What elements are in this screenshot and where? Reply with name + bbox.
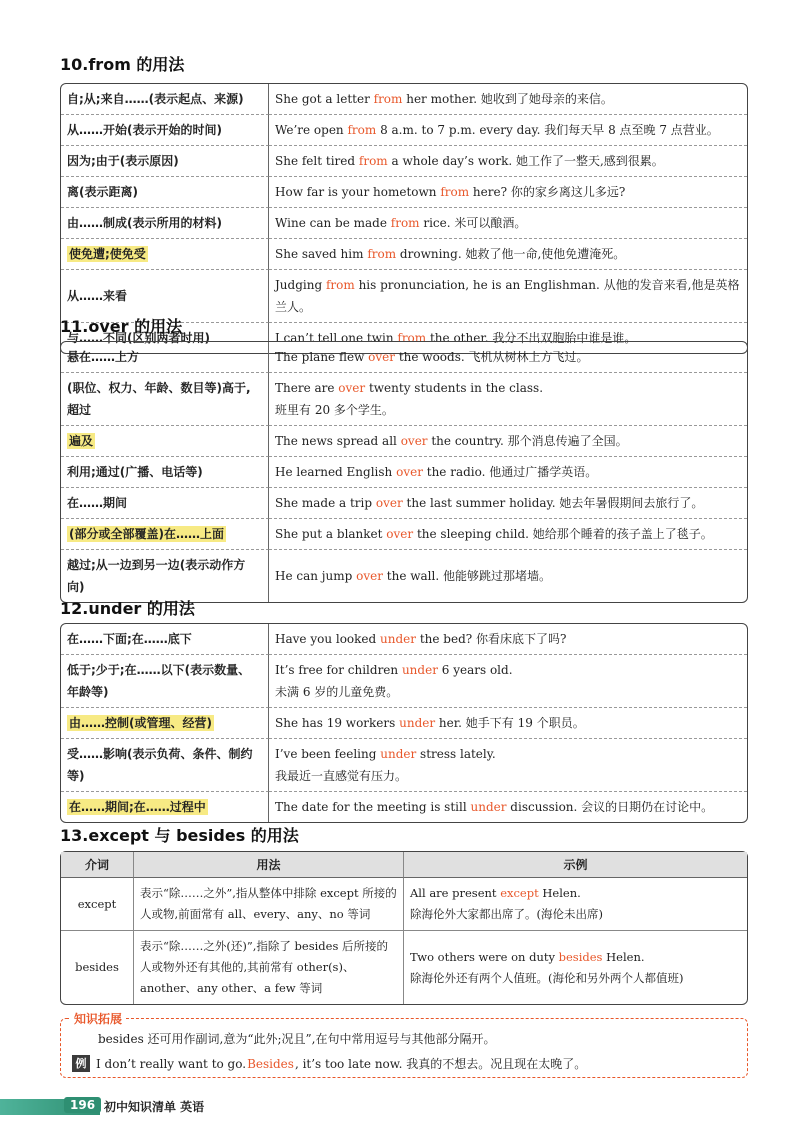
usage-cell [61,791,269,822]
keyword: from [397,331,427,345]
keyword: under [401,663,438,677]
section-title-under: 12.under 的用法 [60,599,195,618]
usage-label: 低于;少于;在……以下(表示数量、年龄等) [67,663,251,699]
usage-cell [61,372,269,425]
usage-label: 受……影响(表示负荷、条件、制约等) [67,747,253,783]
example-text: She felt tired [275,154,359,168]
usage-label: 自;从;来自……(表示起点、来源) [67,92,244,106]
keyword: from [325,278,355,292]
section-title-from: 10.from 的用法 [60,55,185,74]
example-text: He learned English [275,465,397,479]
footer-title: 初中知识清单 英语 [104,1100,205,1114]
example-cell [269,207,747,238]
table-row [61,707,747,738]
example-text: The plane flew [275,350,369,364]
usage-cell [61,707,269,738]
table-row [61,487,747,518]
example-text: She saved him [275,247,368,261]
except-besides-table [60,851,748,1005]
example-text: She made a trip [275,496,376,510]
usage-cell [61,176,269,207]
table-header-row [61,852,747,878]
translation-text: 除海伦外还有两个人值班。(海伦和另外两个人都值班) [410,970,684,985]
keyword: over [396,465,423,479]
usage-label: 由……控制(或管理、经营) [69,716,212,730]
usage-cell [61,238,269,269]
usage-cell [61,84,269,114]
keyword: except [500,886,539,900]
usage-cell [61,342,269,372]
usage-label: (职位、权力、年龄、数目等)高于,超过 [67,381,251,417]
example-text: stress lately. [416,747,496,761]
example-cell [269,176,747,207]
under-usage-table [60,623,748,823]
example-text: her. 她手下有 19 个职员。 [435,716,585,730]
usage-label: 悬在……上方 [67,350,140,364]
preposition-cell: except [77,896,117,911]
usage-cell [61,456,269,487]
usage-label: 在……期间;在……过程中 [69,800,206,814]
keyword: from [373,92,403,106]
example-text: the wall. 他能够跳过那堵墙。 [382,569,551,583]
table-row [61,791,747,822]
example-text: Have you looked [275,632,381,646]
example-cell [269,114,747,145]
example-text: the sleeping child. 她给那个睡着的孩子盖上了毯子。 [413,527,713,541]
example-text: How far is your hometown [275,185,441,199]
translation-text: 我最近一直感觉有压力。 [275,769,408,783]
usage-cell [61,738,269,791]
keyword: from [347,123,377,137]
keyword: over [338,381,366,395]
usage-cell [61,624,269,654]
example-cell [269,654,747,707]
example-badge: 例 [72,1055,90,1072]
page-number: 196 [64,1097,101,1113]
header-cell: 用法 [133,852,403,878]
translation-text: 班里有 20 多个学生。 [275,403,394,417]
example-cell [269,549,747,602]
example-text: She put a blanket [275,527,387,541]
table-row [61,84,747,114]
example-cell [269,425,747,456]
example-text: the country. 那个消息传遍了全国。 [427,434,628,448]
usage-label: 离(表示距离) [67,185,138,199]
example-text: Wine can be made [275,216,391,230]
usage-label: 遍及 [69,434,94,448]
example-cell [269,518,747,549]
usage-cell: 表示“除……之外”,指从整体中排除 except 所接的人或物,前面常有 all、every、any、no 等词 [133,878,403,930]
example-cell [269,269,747,322]
example-text: the bed? 你看床底下了吗? [416,632,567,646]
usage-cell [61,487,269,518]
usage-label: 由……制成(表示所用的材料) [67,216,222,230]
keyword: over [375,496,403,510]
example-text: We’re open [275,123,348,137]
example-cell [403,878,747,930]
example-text: rice. 米可以酿酒。 [419,216,527,230]
example-text: the radio. 他通过广播学英语。 [422,465,598,479]
example-text: Helen. [538,886,581,900]
table-row [61,207,747,238]
table-row [61,549,747,602]
example-text: I don’t really want to go. [96,1056,247,1071]
usage-label: 与……不同(区别两者时用) [67,331,210,345]
example-cell [269,84,747,114]
section-title-over: 11.over 的用法 [60,317,183,336]
example-text: her mother. 她收到了她母亲的来信。 [402,92,613,106]
example-cell [269,624,747,654]
table-row [61,342,747,372]
usage-label: 越过;从一边到另一边(表示动作方向) [67,558,246,594]
usage-cell [61,207,269,238]
example-text: his pronunciation, he is an Englishman. 从他的发音来看,他是英格兰人。 [275,278,740,314]
table-row [61,238,747,269]
keyword: under [399,716,436,730]
usage-label: (部分或全部覆盖)在……上面 [69,527,224,541]
table-row [61,878,747,930]
example-text: the last summer holiday. 她去年暑假期间去旅行了。 [402,496,704,510]
knowledge-tag-text: 知识拓展 [74,1012,123,1026]
usage-label: 从……来看 [67,289,128,303]
usage-label: 从……开始(表示开始的时间) [67,123,222,137]
header-cell: 介词 [61,852,133,878]
translation-text: 未满 6 岁的儿童免费。 [275,685,399,699]
table-row [61,372,747,425]
keyword: from [358,154,388,168]
example-text: The date for the meeting is still [275,800,471,814]
example-text: Two others were on duty [410,949,559,964]
usage-label: 使免遭;使免受 [69,247,146,261]
example-cell [269,707,747,738]
example-text: Judging [275,278,326,292]
usage-label: 利用;通过(广播、电话等) [67,465,203,479]
usage-cell [61,654,269,707]
keyword: besides [558,949,603,964]
usage-label: 因为;由于(表示原因) [67,154,179,168]
example-text: , it’s too late now. 我真的不想去。况且现在太晚了。 [294,1057,587,1071]
keyword: from [440,185,470,199]
example-text: There are [275,381,339,395]
example-cell [269,372,747,425]
keyword: over [386,527,414,541]
example-cell [269,238,747,269]
example-text: discussion. 会议的日期仍在讨论中。 [506,800,714,814]
keyword: over [356,569,383,583]
example-text: 8 a.m. to 7 p.m. every day. 我们每天早 8 点至晚 7 点营业。 [376,123,719,137]
keyword: Besides [247,1056,294,1071]
example-text: a whole day’s work. 她工作了一整天,感到很累。 [387,154,664,168]
keyword: under [380,632,417,646]
example-text: All are present [410,886,501,900]
table-row [61,114,747,145]
preposition-cell: besides [61,930,133,1004]
example-cell [269,791,747,822]
over-usage-table [60,341,748,603]
example-text: the other. 我分不出双胞胎中谁是谁。 [426,331,637,345]
example-text: I’ve been feeling [275,747,381,761]
example-text: the woods. 飞机从树林上方飞过。 [395,350,589,364]
example-cell [269,342,747,372]
example-text: I can’t tell one twin [275,331,398,345]
example-text: here? 你的家乡离这儿多远? [469,185,626,199]
example-cell [403,930,747,1004]
keyword: under [380,747,417,761]
usage-cell [61,145,269,176]
table-row [61,425,747,456]
usage-cell: 表示“除……之外(还)”,指除了 besides 后所接的人或物外还有其他的,其前常有 other(s)、another、any other、a few 等词 [133,930,403,1004]
table-row [61,176,747,207]
usage-label: 在……期间 [67,496,128,510]
knowledge-tag [70,1010,126,1027]
usage-cell [61,114,269,145]
keyword: from [367,247,397,261]
example-text: drowning. 她救了他一命,使他免遭淹死。 [396,247,626,261]
table-row [61,930,747,1004]
example-text: He can jump [275,569,357,583]
table-row [61,624,747,654]
usage-cell [61,425,269,456]
table-row [61,654,747,707]
keyword: under [470,800,507,814]
keyword: over [400,434,428,448]
knowledge-example [72,1055,586,1072]
example-cell [269,487,747,518]
example-text: She got a letter [275,92,374,106]
knowledge-note: besides 还可用作副词,意为“此外;况且”,在句中常用逗号与其他部分隔开。 [98,1032,496,1046]
usage-label: 在……下面;在……底下 [67,632,192,646]
example-cell [269,738,747,791]
usage-cell [61,549,269,602]
table-row [61,145,747,176]
example-text: 6 years old. [437,663,513,677]
example-text: The news spread all [275,434,401,448]
header-cell: 示例 [403,852,747,878]
keyword: from [390,216,420,230]
example-cell [269,456,747,487]
table-row [61,518,747,549]
example-text: She has 19 workers [275,716,400,730]
example-cell [269,145,747,176]
table-row [61,738,747,791]
translation-text: 除海伦外大家都出席了。(海伦未出席) [410,907,603,921]
usage-cell [61,518,269,549]
example-text: It’s free for children [275,663,402,677]
example-text: Helen. [602,949,645,964]
example-text: twenty students in the class. [365,381,544,395]
section-title-except-besides: 13.except 与 besides 的用法 [60,826,299,845]
keyword: over [368,350,396,364]
table-row [61,456,747,487]
